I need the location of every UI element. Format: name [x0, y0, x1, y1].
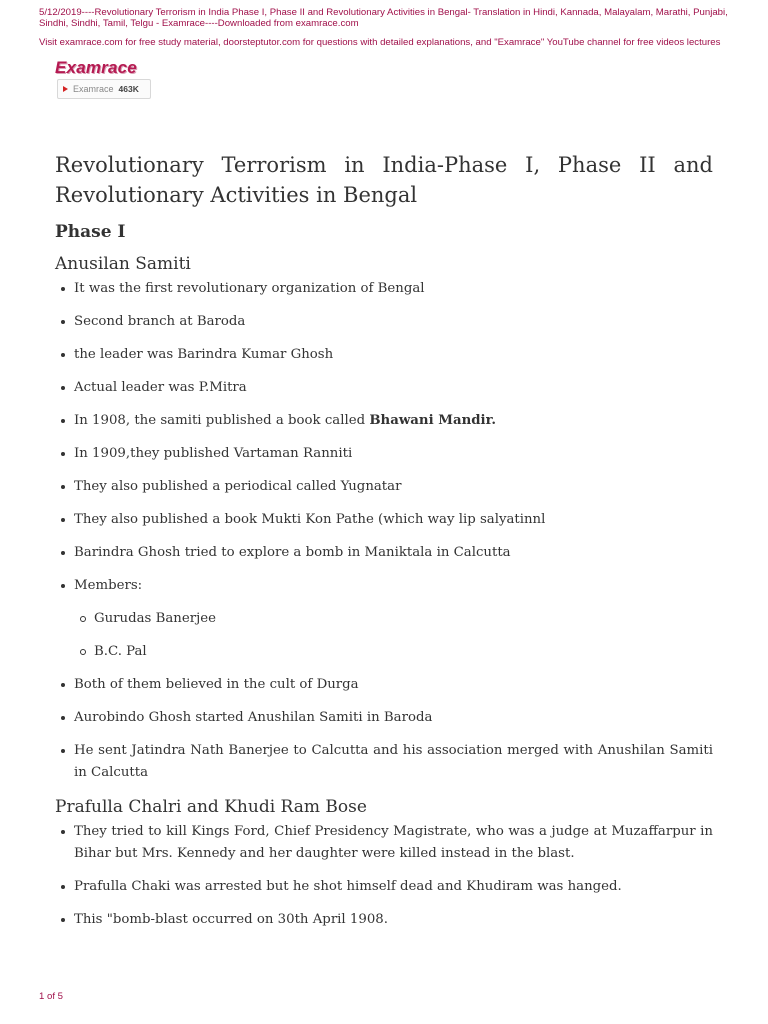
youtube-subscribe-badge[interactable] [57, 79, 151, 99]
prafulla-khudiram-list [55, 821, 713, 931]
section-heading-anusilan-samiti: Anusilan Samiti [55, 254, 191, 274]
list-item: They tried to kill Kings Ford, Chief Presidency Magistrate, who was a judge at Muzaffarpur in Bihar but Mrs. Kennedy and her daughter were killed instead in the blast. [74, 821, 713, 865]
list-item: the leader was Barindra Kumar Ghosh [74, 344, 713, 366]
examrace-logo[interactable]: Examrace [55, 58, 137, 77]
list-item: Actual leader was P.Mitra [74, 377, 713, 399]
print-header-promo: Visit examrace.com for free study material, doorsteptutor.com for questions with detailed explanations, and "Examrace" YouTube channel for free videos lectures [39, 37, 721, 48]
youtube-play-icon [63, 86, 68, 92]
list-item [74, 410, 713, 432]
list-item-text: In 1908, the samiti published a book called [74, 413, 370, 428]
page-number: 1 of 5 [39, 991, 64, 1002]
list-item: Aurobindo Ghosh started Anushilan Samiti in Baroda [74, 707, 713, 729]
page-title: Revolutionary Terrorism in India-Phase I, Phase II and Revolutionary Activities in Bengal [55, 153, 713, 207]
list-item: Second branch at Baroda [74, 311, 713, 333]
members-list [74, 608, 713, 663]
list-item: Both of them believed in the cult of Durga [74, 674, 713, 696]
book-title-bhawani-mandir: Bhawani Mandir. [369, 413, 497, 428]
print-header-title: 5/12/2019----Revolutionary Terrorism in India Phase I, Phase II and Revolutionary Activities in Bengal- Translation in Hindi, Kannada, Malayalam, Marathi, Punjabi, Sindhi, Sindhi, Tamil, Telgu - Examrace----Downloaded from examrace.com [39, 7, 728, 29]
list-item-members [74, 575, 713, 663]
youtube-channel-name: Examrace [73, 84, 114, 94]
list-item: It was the first revolutionary organization of Bengal [74, 278, 713, 300]
list-item: Prafulla Chaki was arrested but he shot himself dead and Khudiram was hanged. [74, 876, 713, 898]
list-item: In 1909,they published Vartaman Ranniti [74, 443, 713, 465]
anusilan-samiti-list [55, 278, 713, 784]
list-item: They also published a periodical called Yugnatar [74, 476, 713, 498]
article-body [55, 150, 713, 942]
phase-heading: Phase I [55, 222, 126, 242]
list-item: This "bomb-blast occurred on 30th April 1908. [74, 909, 713, 931]
member-item: Gurudas Banerjee [94, 608, 713, 630]
members-label: Members: [74, 578, 143, 593]
youtube-subscriber-count: 463K [118, 84, 139, 94]
list-item: They also published a book Mukti Kon Pathe (which way lip salyatinnl [74, 509, 713, 531]
member-item: B.C. Pal [94, 641, 713, 663]
list-item: He sent Jatindra Nath Banerjee to Calcutta and his association merged with Anushilan Samiti in Calcutta [74, 740, 713, 784]
section-heading-prafulla-khudiram: Prafulla Chalri and Khudi Ram Bose [55, 797, 367, 817]
list-item: Barindra Ghosh tried to explore a bomb in Maniktala in Calcutta [74, 542, 713, 564]
